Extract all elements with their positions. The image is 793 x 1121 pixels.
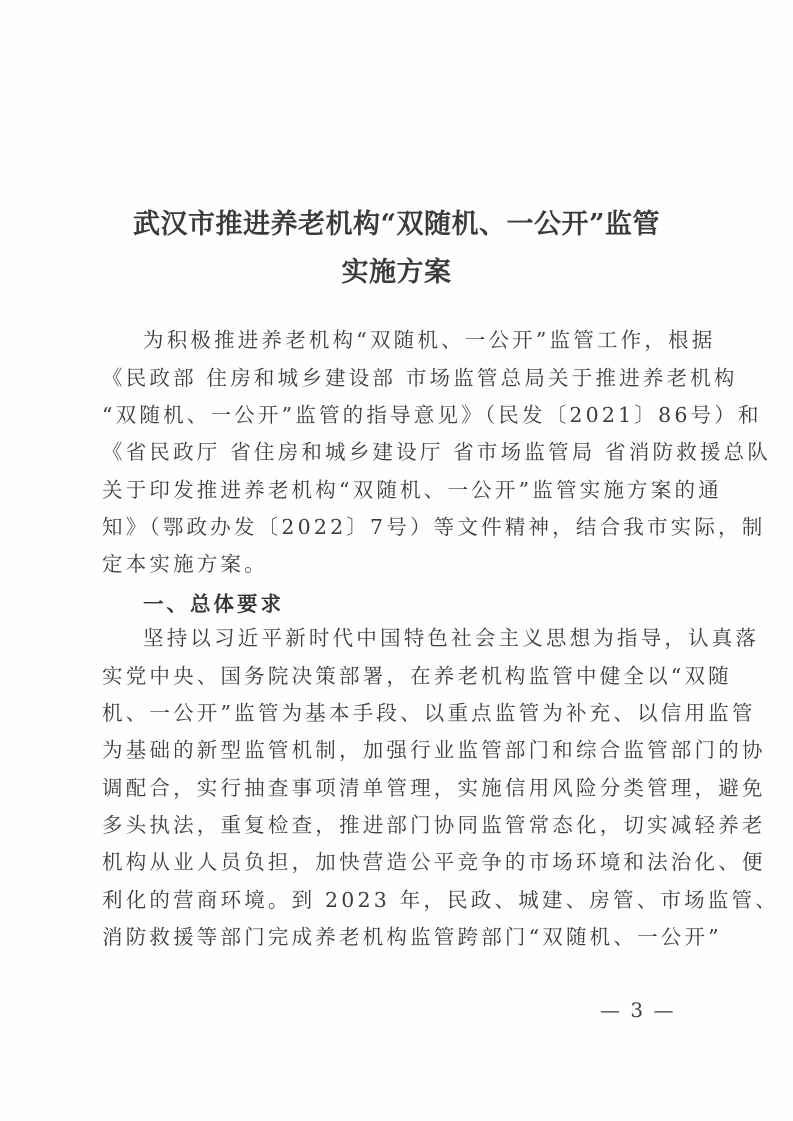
- paragraph-line: 为基础的新型监管机制，加强行业监管部门和综合监管部门的协: [102, 738, 766, 762]
- section-heading: 一、总体要求: [143, 592, 284, 616]
- paragraph-line: 调配合，实行抽查事项清单管理，实施信用风险分类管理，避免: [102, 776, 766, 800]
- paragraph-line: 实党中央、国务院决策部署，在养老机构监管中健全以“双随: [102, 664, 732, 688]
- paragraph-line: 为积极推进养老机构“双随机、一公开”监管工作，根据: [143, 328, 716, 352]
- document-title-line-1: 武汉市推进养老机构“双随机、一公开”监管: [132, 209, 661, 240]
- paragraph-line: 多头执法，重复检查，推进部门协同监管常态化，切实减轻养老: [102, 813, 766, 837]
- paragraph-line: 关于印发推进养老机构“双随机、一公开”监管实施方案的通: [102, 478, 722, 502]
- paragraph-line: 《省民政厅 省住房和城乡建设厅 省市场监管局 省消防救援总队: [102, 440, 772, 464]
- paragraph-line: “双随机、一公开”监管的指导意见》（民发〔2021〕86号）和: [102, 403, 762, 427]
- paragraph-line: 机构从业人员负担，加快营造公平竞争的市场环境和法治化、便: [102, 850, 766, 874]
- page-number: — 3 —: [600, 998, 676, 1022]
- paragraph-line: 消防救援等部门完成养老机构监管跨部门“双随机、一公开”: [102, 925, 722, 949]
- paragraph-line: 知》（鄂政办发〔2022〕7号）等文件精神，结合我市实际，制: [102, 515, 766, 539]
- paragraph-line: 利化的营商环境。到 2023 年，民政、城建、房管、市场监管、: [102, 888, 779, 912]
- document-title-line-2: 实施方案: [341, 257, 452, 288]
- paragraph-line: 定本实施方案。: [102, 552, 268, 576]
- paragraph-line: 《民政部 住房和城乡建设部 市场监管总局关于推进养老机构: [102, 366, 738, 390]
- paragraph-line: 坚持以习近平新时代中国特色社会主义思想为指导，认真落: [143, 626, 760, 650]
- paragraph-line: 机、一公开”监管为基本手段、以重点监管为补充、以信用监管: [102, 701, 756, 725]
